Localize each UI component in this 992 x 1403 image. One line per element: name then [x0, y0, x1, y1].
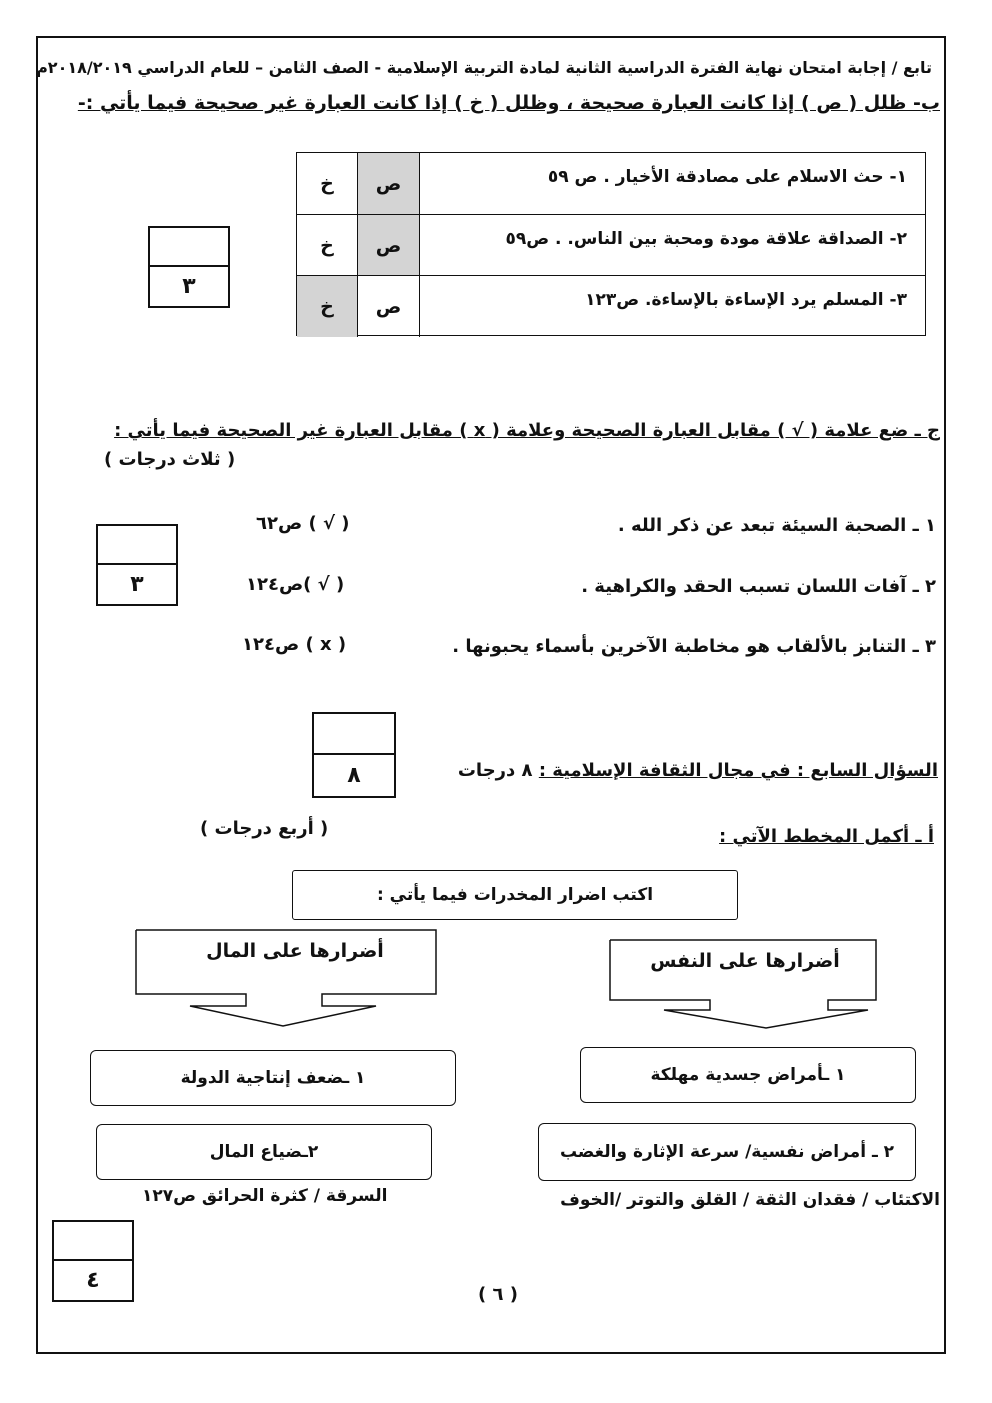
grade-box-q7: ٨: [312, 712, 396, 798]
list-item: ١ ـ الصحبة السيئة تبعد عن ذكر الله .: [617, 515, 936, 536]
false-option-cell[interactable]: خ: [320, 234, 334, 257]
statement-text: ٣- المسلم يرد الإساءة بالإساءة. ص١٢٣: [585, 290, 907, 310]
diagram-main-box: اكتب اضرار المخدرات فيما يأتي :: [292, 870, 738, 920]
true-option-cell[interactable]: ص: [375, 295, 402, 318]
grade-box-c: ٣: [96, 524, 178, 606]
section-c-marks: ( ثلاث درجات ): [104, 449, 236, 470]
answer-mark: ( √ )ص١٢٤: [246, 574, 345, 595]
true-option-cell[interactable]: ص: [358, 153, 419, 214]
question7-marks: ٨ درجات: [457, 760, 539, 781]
self-harm-item-1: ١ ـأمراض جسدية مهلكة: [580, 1047, 916, 1103]
part-a-marks: ( أربع درجات ): [200, 818, 329, 839]
answer-mark: ( x ) ص١٢٤: [242, 634, 347, 655]
false-option-cell[interactable]: خ: [297, 276, 357, 337]
exam-header: تابع / إجابة امتحان نهاية الفترة الدراسية الثانية لمادة التربية الإسلامية - الصف الثامن – للعام الدراسي ٢٠١٨/٢٠١٩م: [36, 58, 932, 77]
list-item: ٣ ـ التنابز بالألقاب هو مخاطبة الآخرين بأسماء يحبونها .: [452, 636, 936, 657]
false-option-cell[interactable]: خ: [320, 172, 334, 195]
self-harms-header: أضرارها على النفس: [650, 950, 840, 972]
grade-box-b: ٣: [148, 226, 230, 308]
section-c-title: ج ـ ضع علامة ( √ ) مقابل العبارة الصحيحة وعلامة ( x ) مقابل العبارة غير الصحيحة فيما يأتي :: [114, 420, 940, 441]
money-harms-header: أضرارها على المال: [206, 940, 384, 962]
answer-mark: ( √ ) ص٦٢: [256, 513, 350, 534]
money-harm-item-2: ٢ـضياع المال: [96, 1124, 432, 1180]
self-harm-item-2: ٢ ـ أمراض نفسية/ سرعة الإثارة والغضب: [538, 1123, 916, 1181]
statement-text: ١- حث الاسلام على مصادقة الأخيار . ص ٥٩: [547, 167, 907, 187]
page-number: ( ٦ ): [478, 1284, 518, 1305]
self-harms-extra-answers: الاكتئاب / فقدان الثقة / القلق والتوتر /الخوف: [560, 1190, 940, 1210]
question7-title-main: السؤال السابع : في مجال الثقافة الإسلامية :: [538, 760, 938, 781]
true-option-cell[interactable]: ص: [358, 215, 419, 276]
money-harm-item-1: ١ ـضعف إنتاجية الدولة: [90, 1050, 456, 1106]
section-b-title: ب- ظلل ( ص ) إذا كانت العبارة صحيحة ، وظلل ( خ ) إذا كانت العبارة غير صحيحة فيما يأتي :-: [77, 92, 940, 114]
money-harms-extra-answers: السرقة / كثرة الحرائق ص١٢٧: [142, 1186, 388, 1206]
part-a-title: أ ـ أكمل المخطط الآتي :: [719, 826, 934, 847]
list-item: ٢ ـ آفات اللسان تسبب الحقد والكراهية .: [581, 576, 936, 597]
grade-box-diagram: ٤: [52, 1220, 134, 1302]
statement-text: ٢- الصداقة علاقة مودة ومحبة بين الناس. . ص٥٩: [505, 229, 907, 249]
